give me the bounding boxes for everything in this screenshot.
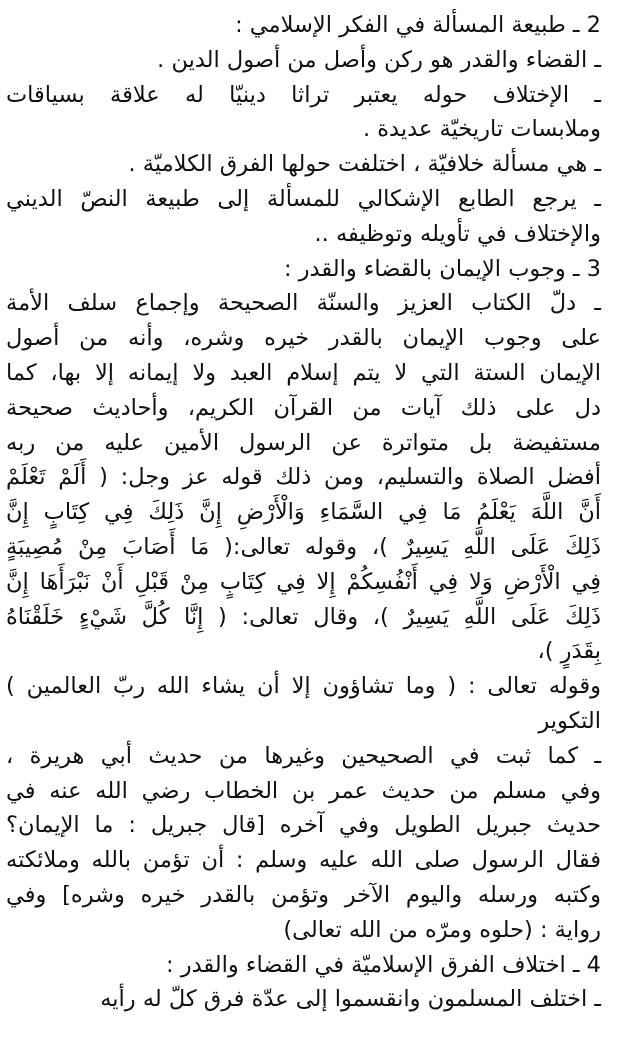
section-heading-4: 4 ـ اختلاف الفرق الإسلاميّة في القضاء والقدر : [165, 951, 601, 978]
text-line: رواية : (حلوه ومرّه من الله تعالى) [283, 916, 601, 943]
text-line: على وجوب الإيمان بالقدر خيره وشره، وأنه من أصول [6, 325, 601, 352]
text-line: ـ كما ثبت في الصحيحين وغيرها من حديث أبي هريرة ، [6, 742, 601, 769]
text-line: مستفيضة بل متواترة عن الرسول الأمين عليه من ربه [6, 429, 601, 456]
text-line: دل على ذلك آيات من القرآن الكريم، وأحاديث صحيحة [6, 394, 601, 421]
quran-verse-line: ذَلِكَ عَلَى اللَّهِ يَسِيرٌ )، وقوله تعالى:( مَا أَصَابَ مِنْ مُصِيبَةٍ [6, 533, 601, 560]
text-line: أفضل الصلاة والتسليم، ومن ذلك قوله عز وجل: ( أَلَمْ تَعْلَمْ [6, 464, 601, 491]
text-line: ـ هي مسألة خلافيّة ، اختلفت حولها الفرق الكلاميّة . [128, 151, 601, 178]
text-line: وفي مسلم من حديث عمر بن الخطاب رضي الله عنه في [6, 777, 601, 804]
text-line: حديث جبريل الطويل وفي آخره [قال جبريل : ما الإيمان؟ [6, 812, 601, 839]
text-line: والإختلاف في تأويله وتوظيفه .. [314, 220, 601, 247]
text-line: وملابسات تاريخيّة عديدة . [362, 116, 601, 143]
text-line: الإيمان الستة التي لا يتم إسلام العبد ولا إيمانه إلا بها، كما [6, 359, 601, 386]
surah-name: التكوير [538, 707, 601, 734]
document-body [0, 8, 611, 1017]
quran-verse-line: فِي الْأَرْضِ وَلا فِي أَنْفُسِكُمْ إِلا فِي كِتَابٍ مِنْ قَبْلِ أَنْ نَبْرَأَهَا إِنَّ [6, 568, 601, 595]
quran-verse-line: أَنَّ اللَّهَ يَعْلَمُ مَا فِي السَّمَاءِ وَالْأَرْضِ إِنَّ ذَلِكَ فِي كِتَابٍ إِنَّ [6, 499, 601, 526]
section-heading-3: 3 ـ وجوب الإيمان بالقضاء والقدر : [283, 255, 601, 282]
text-line: وكتبه ورسله واليوم الآخر وتؤمن بالقدر خيره وشره] وفي [6, 881, 601, 908]
text-line: ـ يرجع الطابع الإشكالي للمسألة إلى طبيعة النصّ الديني [6, 185, 601, 212]
text-line: ـ القضاء والقدر هو ركن وأصل من أصول الدين . [157, 46, 601, 73]
quran-verse-line: ذَلِكَ عَلَى اللَّهِ يَسِيرٌ )، وقال تعالى: ( إِنَّا كُلَّ شَيْءٍ خَلَقْنَاهُ [6, 603, 601, 630]
section-heading-2: 2 ـ طبيعة المسألة في الفكر الإسلامي : [235, 12, 601, 38]
text-line: ـ الإختلاف حوله يعتبر تراثا دينيّا له علاقة بسياقات [6, 81, 601, 108]
text-line: فقال الرسول صلى الله عليه وسلم : أن تؤمن بالله وملائكته [6, 847, 601, 874]
text-line: ـ اختلف المسلمون وانقسموا إلى عدّة فرق كلّ له رأيه [100, 986, 601, 1013]
text-line: ـ دلّ الكتاب العزيز والسنّة الصحيحة وإجماع سلف الأمة [6, 290, 601, 317]
text-line: وقوله تعالى : ( وما تشاؤون إلا أن يشاء الله ربّ العالمين ) [6, 673, 601, 700]
quran-verse-line: بِقَدَرٍ )، [537, 638, 601, 665]
